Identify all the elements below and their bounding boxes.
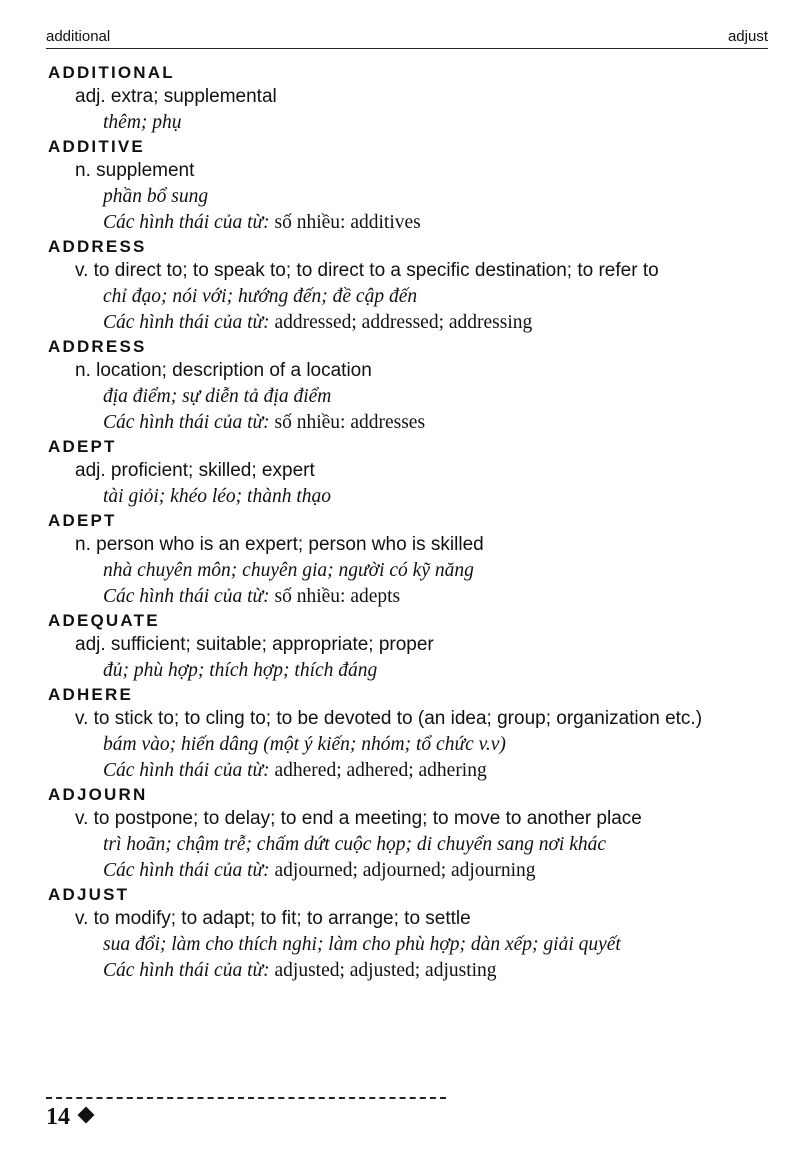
- diamond-icon: [78, 1107, 95, 1124]
- vietnamese-translation: trì hoãn; chậm trễ; chấm dứt cuộc họp; di chuyển sang nơi khác: [103, 834, 607, 855]
- word-forms-label: Các hình thái của từ:: [103, 312, 270, 333]
- english-definition: location; description of a location: [96, 360, 372, 381]
- headword: ADDITIONAL: [48, 63, 175, 82]
- running-head: [46, 28, 768, 48]
- word-forms-line: [48, 210, 773, 236]
- running-head-last-word: adjust: [727, 28, 768, 45]
- english-definition-line: [48, 532, 773, 558]
- dictionary-entry: [48, 784, 773, 884]
- english-definition-line: [48, 632, 773, 658]
- headword: ADEQUATE: [48, 611, 160, 630]
- dictionary-entry: [48, 336, 773, 436]
- english-definition: to modify; to adapt; to fit; to arrange; to settle: [93, 908, 471, 929]
- english-definition-line: [48, 84, 773, 110]
- footer-dashed-rule: [46, 1097, 446, 1099]
- word-forms: adjusted; adjusted; adjusting: [274, 960, 497, 981]
- dictionary-entry: [48, 436, 773, 510]
- headword: ADJOURN: [48, 785, 148, 804]
- part-of-speech: v.: [75, 260, 89, 281]
- dictionary-entry: [48, 684, 773, 784]
- word-forms-line: [48, 858, 773, 884]
- headword: ADHERE: [48, 685, 133, 704]
- vietnamese-translation: nhà chuyên môn; chuyên gia; người có kỹ năng: [103, 560, 474, 581]
- part-of-speech: n.: [75, 360, 91, 381]
- dictionary-entry: [48, 62, 773, 136]
- word-forms-line: [48, 584, 773, 610]
- running-head-first-word: additional: [46, 28, 111, 45]
- word-forms-line: [48, 758, 773, 784]
- word-forms-line: [48, 958, 773, 984]
- vietnamese-translation: bám vào; hiến dâng (một ý kiến; nhóm; tổ chức v.v): [103, 734, 506, 755]
- part-of-speech: v.: [75, 708, 89, 729]
- english-definition: proficient; skilled; expert: [110, 460, 315, 481]
- english-definition-line: [48, 458, 773, 484]
- part-of-speech: v.: [75, 908, 89, 929]
- word-forms-label: Các hình thái của từ:: [103, 960, 270, 981]
- english-definition: extra; supplemental: [110, 86, 277, 107]
- part-of-speech: adj.: [75, 460, 106, 481]
- word-forms-label: Các hình thái của từ:: [103, 412, 270, 433]
- word-forms: adhered; adhered; adhering: [274, 760, 487, 781]
- english-definition: sufficient; suitable; appropriate; proper: [110, 634, 434, 655]
- word-forms-label: Các hình thái của từ:: [103, 860, 270, 881]
- word-forms: số nhiều: addresses: [274, 412, 426, 433]
- english-definition: supplement: [96, 160, 195, 181]
- word-forms: số nhiều: adepts: [274, 586, 401, 607]
- headword: ADJUST: [48, 885, 130, 904]
- vietnamese-translation: tài giỏi; khéo léo; thành thạo: [103, 486, 332, 507]
- word-forms-label: Các hình thái của từ:: [103, 760, 270, 781]
- part-of-speech: adj.: [75, 634, 106, 655]
- dictionary-entry: [48, 610, 773, 684]
- dictionary-entry: [48, 136, 773, 236]
- vietnamese-translation: địa điểm; sự diễn tả địa điểm: [103, 386, 332, 407]
- word-forms-label: Các hình thái của từ:: [103, 212, 270, 233]
- part-of-speech: n.: [75, 160, 91, 181]
- word-forms-line: [48, 310, 773, 336]
- vietnamese-translation: thêm; phụ: [103, 112, 182, 133]
- english-definition-line: [48, 706, 773, 732]
- english-definition: to stick to; to cling to; to be devoted to (an idea; group; organization etc.): [93, 708, 703, 729]
- entry-list: [48, 62, 773, 984]
- english-definition-line: [48, 258, 773, 284]
- headword: ADEPT: [48, 437, 117, 456]
- english-definition-line: [48, 806, 773, 832]
- word-forms-label: Các hình thái của từ:: [103, 586, 270, 607]
- part-of-speech: n.: [75, 534, 91, 555]
- page-number: 14: [46, 1104, 70, 1130]
- english-definition-line: [48, 158, 773, 184]
- page-footer: [46, 1104, 92, 1131]
- english-definition-line: [48, 906, 773, 932]
- english-definition: to direct to; to speak to; to direct to a specific destination; to refer to: [93, 260, 659, 281]
- word-forms: addressed; addressed; addressing: [274, 312, 533, 333]
- headword: ADEPT: [48, 511, 117, 530]
- english-definition-line: [48, 358, 773, 384]
- headword: ADDRESS: [48, 237, 147, 256]
- dictionary-entry: [48, 236, 773, 336]
- dictionary-entry: [48, 510, 773, 610]
- word-forms-line: [48, 410, 773, 436]
- headword: ADDRESS: [48, 337, 147, 356]
- english-definition: to postpone; to delay; to end a meeting; to move to another place: [93, 808, 642, 829]
- word-forms: adjourned; adjourned; adjourning: [274, 860, 536, 881]
- vietnamese-translation: phần bổ sung: [103, 186, 209, 207]
- dictionary-entry: [48, 884, 773, 984]
- word-forms: số nhiều: additives: [274, 212, 421, 233]
- english-definition: person who is an expert; person who is skilled: [96, 534, 484, 555]
- header-rule: [46, 48, 768, 49]
- vietnamese-translation: chỉ đạo; nói với; hướng đến; đề cập đến: [103, 286, 418, 307]
- headword: ADDITIVE: [48, 137, 145, 156]
- vietnamese-translation: sua đổi; làm cho thích nghi; làm cho phù hợp; dàn xếp; giải quyết: [103, 934, 621, 955]
- vietnamese-translation: đủ; phù hợp; thích hợp; thích đáng: [103, 660, 378, 681]
- part-of-speech: v.: [75, 808, 89, 829]
- part-of-speech: adj.: [75, 86, 106, 107]
